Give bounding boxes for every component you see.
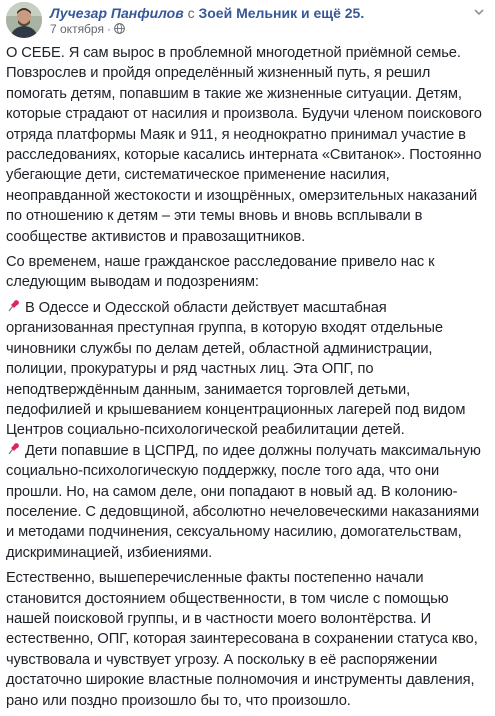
post-body xyxy=(6,43,490,716)
post-header xyxy=(6,2,491,38)
paragraph-point-1 xyxy=(6,298,490,563)
point-1-text: В Одессе и Одесской области действует масштабная организованная преступная группа, в которую входят отдельные чиновники службы по делам детей, областной администрации, полиции, прокуратуры и ряд частных лиц. Эта ОПГ, по неподтверждённым данным, занимается торговлей детьми, педофилией и крышеванием концентрационных лагерей под видом Центров социально-психологической реабилитации детей. xyxy=(6,299,466,439)
avatar-photo xyxy=(6,2,42,38)
author-name-link[interactable]: Лучезар Панфилов xyxy=(50,5,184,21)
pushpin-icon xyxy=(6,299,20,313)
paragraph-consequences: Естественно, вышеперечисленные факты постепенно начали становится достоянием общественности, в том числе с помощью нашей поисковой группы, и в частности моего волонтёрства. И естественно, ОПГ, которая заинтересована в сохранении статуса кво, чувствовала и чувствует угрозу. А поскольку в её распоряжении достаточно широкие властные полномочия и инструменты давления, рано или поздно произошло бы то, что произошло. xyxy=(6,570,478,709)
with-label: с xyxy=(187,5,195,21)
chevron-down-icon[interactable] xyxy=(473,6,485,18)
tagged-people-link[interactable]: Зоей Мельник и ещё 25. xyxy=(198,5,365,21)
post-date-link[interactable]: 7 октября xyxy=(50,22,104,36)
globe-icon[interactable] xyxy=(114,23,125,34)
paragraph-conclusions-intro: Со временем, наше гражданское расследование привело нас к следующим выводам и подозрениям: xyxy=(6,254,435,291)
author-line xyxy=(50,5,364,21)
paragraph-about: О СЕБЕ. Я сам вырос в проблемной многодетной приёмной семье. Повзрослев и пройдя определённый жизненный путь, я решил помогать детям, попавшим в такие же жизненные ситуации. Детям, которые страдают от насилия и произвола. Будучи членом поискового отряда платформы Маяк и 911, я неоднократно принимал участие в расследованиях, которые касались интерната «Свитанок». Постоянно убегающие дети, систематическое применение насилия, неоправданной жестокости и изощрённых, омерзительных наказаний по отношению к детям – эти темы вновь и вновь всплывали в сообществе активистов и правозащитников. xyxy=(6,45,482,245)
meta-separator: · xyxy=(106,22,111,36)
post-meta xyxy=(50,22,125,36)
pushpin-icon xyxy=(6,442,20,456)
point-2-text: Дети попавшие в ЦСПРД, по идее должны получать максимальную социально-психологическую поддержку, после того ада, что они прошли. Но, на самом деле, они попадают в новый ад. В колонию-поселение. С дедовщиной, абсолютно нечеловеческими наказаниями и методами подчинения, сексуальному насилию, домогательствам, дискриминацией, избиениями. xyxy=(6,442,481,561)
author-avatar[interactable] xyxy=(6,2,42,38)
